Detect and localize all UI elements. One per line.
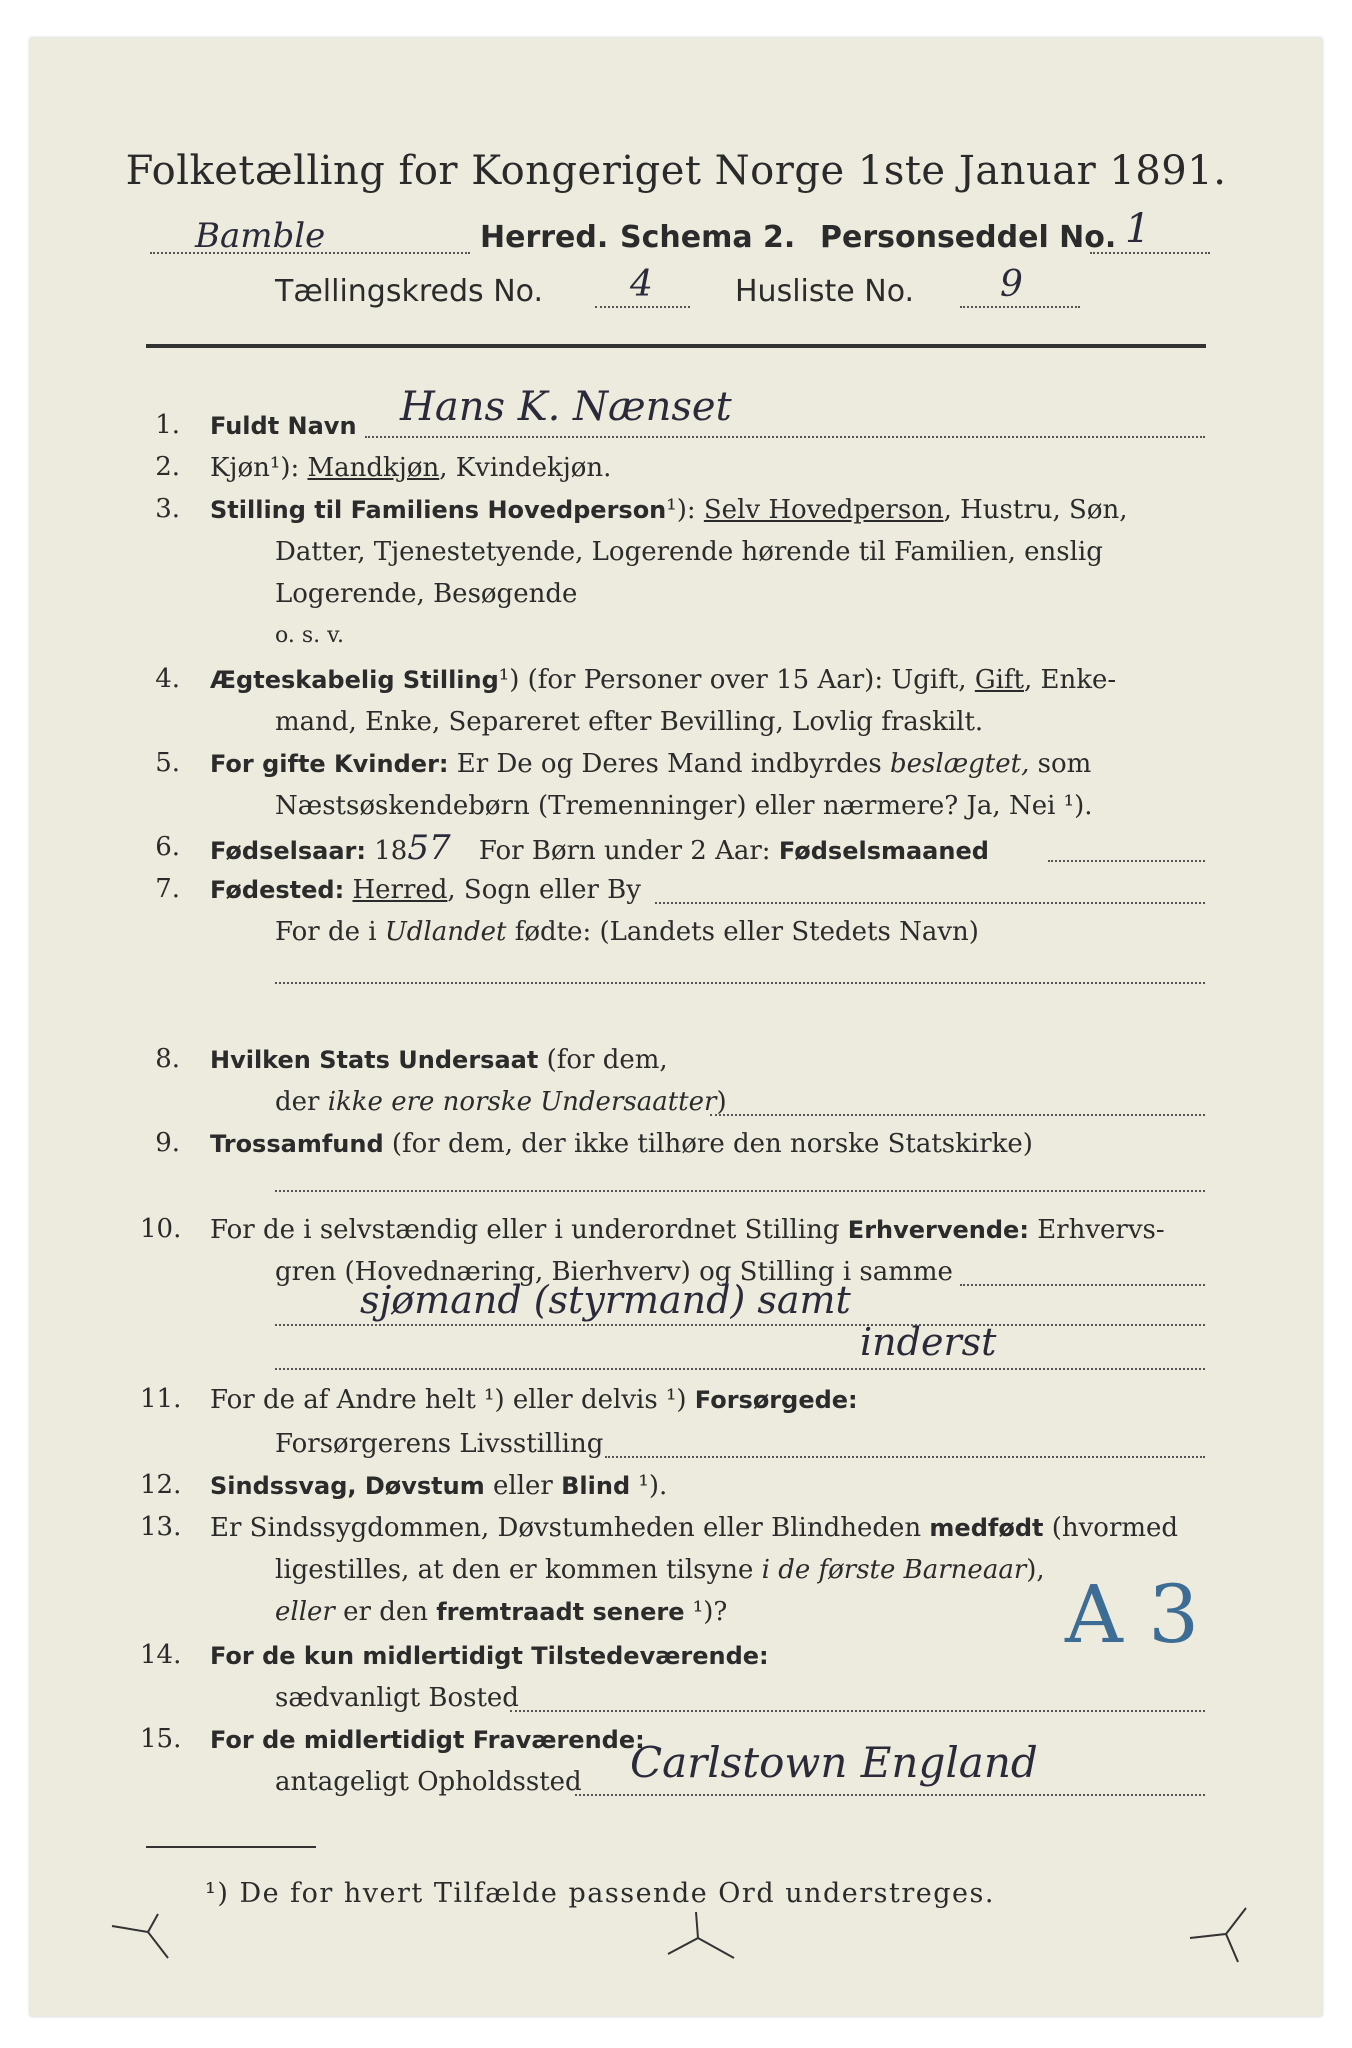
q5-line2: Næstsøskendebørn (Tremenninger) eller nærmere? Ja, Nei ¹). — [275, 791, 1093, 821]
q14-label: For de kun midlertidigt Tilstedeværende: — [210, 1642, 769, 1670]
herred-label: Herred. — [480, 220, 609, 255]
q4-number: 4. — [155, 664, 180, 694]
q3-line1 — [210, 494, 1128, 526]
q14-number: 14. — [140, 1640, 182, 1670]
q10-text: For de i selvstændig eller i underordnet Stilling — [210, 1215, 848, 1245]
corner-mark-right — [1180, 1904, 1260, 1964]
q3-line3: Logerende, Besøgende — [275, 579, 578, 609]
q5-line1 — [210, 748, 1091, 780]
q9-rest: (for dem, der ikke tilhøre den norske Statskirke) — [383, 1129, 1033, 1159]
footnote: ¹) De for hvert Tilfælde passende Ord understreges. — [205, 1878, 995, 1909]
q11-dots — [605, 1456, 1205, 1458]
husliste-dots — [960, 306, 1080, 308]
q3-sup: ¹): — [666, 495, 704, 525]
q6-year-handwritten: 57 — [407, 828, 451, 868]
q7-dots1 — [655, 902, 1205, 904]
q10-label: Erhvervende: — [847, 1216, 1029, 1244]
census-form — [30, 38, 1322, 2016]
q7-line2-a: For de i — [275, 917, 385, 947]
q10-answer1: sjømand (styrmand) samt — [360, 1278, 851, 1322]
q9-label: Trossamfund — [210, 1130, 384, 1158]
q8-number: 8. — [155, 1044, 180, 1074]
q5-number: 5. — [155, 748, 180, 778]
husliste-number: 9 — [1000, 264, 1023, 305]
q12-label: Sindssvag, Døvstum — [210, 1472, 485, 1500]
q7-label: Fødested: — [210, 876, 345, 904]
q10-dots3 — [275, 1368, 1205, 1370]
q12-number: 12. — [140, 1470, 182, 1500]
personseddel-dots — [1090, 252, 1210, 254]
q10-rest: Erhvervs- — [1028, 1215, 1165, 1245]
kreds-number: 4 — [630, 264, 653, 305]
q2-option-rest: , Kvindekjøn. — [439, 453, 612, 483]
q15-number: 15. — [140, 1724, 182, 1754]
q11-line1 — [210, 1384, 858, 1416]
q13-line2 — [275, 1554, 1045, 1586]
q7-line2-italic: Udlandet — [384, 917, 507, 947]
q10-dots2 — [275, 1324, 1205, 1326]
q1-dots — [365, 436, 1205, 438]
corner-mark-left — [108, 1904, 188, 1964]
q8-dots — [710, 1114, 1205, 1116]
q15-line2: antageligt Opholdssted — [275, 1767, 582, 1797]
q2-sup: ¹): — [269, 453, 308, 483]
corner-mark-center — [660, 1908, 740, 1968]
q13-line3 — [275, 1596, 727, 1628]
q10-line2: gren (Hovednæring, Bierhverv) og Stilling i samme — [275, 1257, 953, 1287]
q15-dots — [575, 1794, 1205, 1796]
q7-number: 7. — [155, 874, 180, 904]
q4-line1 — [210, 664, 1116, 696]
q5-rest-b: som — [1029, 749, 1092, 779]
kreds-label: Tællingskreds No. — [275, 274, 543, 309]
kreds-dots — [595, 306, 690, 308]
personseddel-number: 1 — [1125, 206, 1151, 252]
q7-option-herred: Herred — [352, 875, 448, 905]
q2-number: 2. — [155, 452, 180, 482]
q7-rest: , Sogn eller By — [447, 875, 641, 905]
q6-number: 6. — [155, 832, 180, 862]
q13-line3-a: er den — [334, 1597, 437, 1627]
q7-line1 — [210, 874, 641, 906]
q4-line2: mand, Enke, Separeret efter Bevilling, Lovlig fraskilt. — [275, 707, 984, 737]
q13-line3-c: ¹)? — [684, 1597, 728, 1627]
q8-line2-a: der — [275, 1087, 328, 1117]
margin-note-handwritten: A 3 — [1065, 1568, 1200, 1661]
q3-line4: o. s. v. — [275, 623, 344, 648]
q6-line — [210, 828, 989, 868]
q4-option-gift: Gift — [974, 665, 1024, 695]
q11-text: For de af Andre helt ¹) eller delvis ¹) — [210, 1385, 695, 1415]
schema-label: Schema 2. — [620, 220, 796, 255]
q12-rest: ¹). — [630, 1471, 668, 1501]
q12-label2: Blind — [561, 1472, 631, 1500]
q8-label: Hvilken Stats Undersaat — [210, 1046, 539, 1074]
q2-line — [210, 452, 611, 484]
q1-label: Fuldt Navn — [210, 412, 357, 440]
q15-label: For de midlertidigt Fraværende: — [210, 1726, 645, 1754]
q6-dots — [1048, 860, 1205, 862]
q4-rest-b: , Enke- — [1023, 665, 1117, 695]
q10-dots1 — [960, 1284, 1205, 1286]
q10-line1 — [210, 1214, 1165, 1246]
q13-line3-italic: eller — [275, 1597, 335, 1627]
municipality-handwritten: Bamble — [195, 216, 326, 256]
q2-option-mandkjon: Mandkjøn — [307, 453, 440, 483]
q14-dots — [510, 1710, 1205, 1712]
q9-dots — [275, 1190, 1205, 1192]
q13-line3-bold: fremtraadt senere — [436, 1598, 685, 1626]
q13-line1 — [210, 1512, 1178, 1544]
q5-rest-a: Er De og Deres Mand indbyrdes — [448, 749, 891, 779]
q3-rest: , Hustru, Søn, — [943, 495, 1128, 525]
form-title: Folketælling for Kongeriget Norge 1ste Januar 1891. — [125, 148, 1227, 194]
q3-label: Stilling til Familiens Hovedperson — [210, 496, 667, 524]
q4-label: Ægteskabelig Stilling — [210, 666, 499, 694]
q4-rest-a: ¹) (for Personer over 15 Aar): Ugift, — [498, 665, 975, 695]
footnote-rule — [146, 1846, 316, 1848]
q6-rest: For Børn under 2 Aar: — [470, 836, 779, 866]
q11-line2: Forsørgerens Livsstilling — [275, 1429, 604, 1459]
q9-line — [210, 1128, 1033, 1160]
q3-option-selv: Selv Hovedperson — [703, 495, 944, 525]
q3-number: 3. — [155, 494, 180, 524]
q6-year-prefix: 18 — [366, 836, 408, 866]
q8-line2-italic: ikke ere norske Undersaatter — [327, 1087, 717, 1117]
q10-number: 10. — [140, 1214, 182, 1244]
q3-line2: Datter, Tjenestetyende, Logerende hørende til Familien, enslig — [275, 537, 1103, 567]
q6-label2: Fødselsmaaned — [778, 837, 989, 865]
q13-number: 13. — [140, 1512, 182, 1542]
header-rule — [146, 344, 1206, 348]
q8-line2 — [275, 1086, 727, 1118]
q15-answer: Carlstown England — [630, 1738, 1038, 1787]
q13-label: medfødt — [929, 1514, 1044, 1542]
q2-label: Kjøn — [210, 453, 270, 483]
q12-line — [210, 1470, 667, 1502]
q7-dots2 — [275, 982, 1205, 984]
q6-label: Fødselsaar: — [210, 837, 366, 865]
q11-number: 11. — [140, 1384, 182, 1414]
q13-line2-b: ), — [1026, 1555, 1045, 1585]
q9-number: 9. — [155, 1128, 180, 1158]
q8-line2-b: ) — [716, 1087, 727, 1117]
q7-line2-b: fødte: (Landets eller Stedets Navn) — [506, 917, 979, 947]
q13-line2-a: ligestilles, at den er kommen tilsyne — [275, 1555, 762, 1585]
q12-text: eller — [484, 1471, 562, 1501]
q8-line1 — [210, 1044, 668, 1076]
q13-line2-italic: i de første Barneaar — [761, 1555, 1027, 1585]
q13-rest: (hvormed — [1043, 1513, 1179, 1543]
q13-text: Er Sindssygdommen, Døvstumheden eller Blindheden — [210, 1513, 930, 1543]
q5-label: For gifte Kvinder: — [210, 750, 449, 778]
q14-line2: sædvanligt Bosted — [275, 1683, 519, 1713]
q1-answer: Hans K. Nænset — [400, 384, 732, 430]
q1-number: 1. — [155, 410, 180, 440]
q8-rest: (for dem, — [538, 1045, 668, 1075]
q7-line2 — [275, 916, 979, 948]
personseddel-label: Personseddel No. — [820, 220, 1117, 255]
municipality-dots — [150, 252, 470, 254]
husliste-label: Husliste No. — [735, 274, 915, 309]
q11-label: Forsørgede: — [694, 1386, 858, 1414]
q10-answer2: inderst — [860, 1320, 997, 1364]
q5-italic: beslægtet, — [890, 749, 1030, 779]
